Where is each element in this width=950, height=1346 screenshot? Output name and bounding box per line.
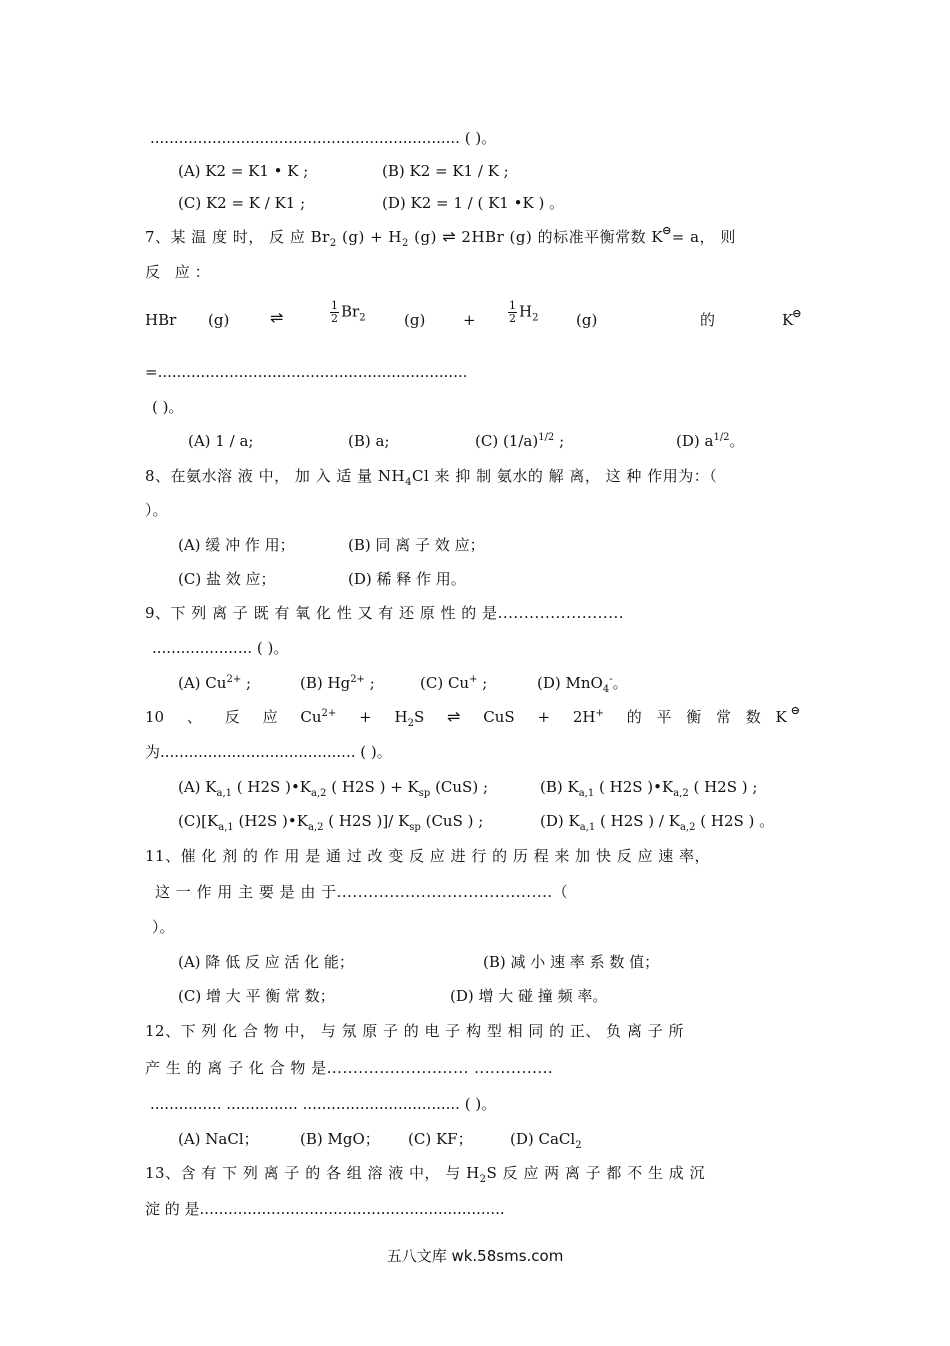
standard-state-icon: ⊖ (662, 224, 672, 237)
q6-option-d: (D) K2 = 1 / ( K1 •K ) 。 (382, 194, 565, 212)
q11-option-b: (B) 减 小 速 率 系 数 值； (483, 953, 660, 971)
q7-stem-line2: 反 应： (145, 263, 215, 281)
q7-option-c: (C) $(1/a)^{1/2}$ ; (475, 432, 565, 450)
footer-watermark: 五八文库 wk.58sms.com (386, 1247, 564, 1265)
q7-option-a: (A) 1 / a; (188, 432, 254, 450)
q11-stem-line2: 这 一 作 用 主 要 是 由 于.........................................（ (155, 883, 569, 901)
q11-option-c: (C) 增 大 平 衡 常 数； (178, 987, 335, 1005)
q12-option-d: (D) CaCl$_2$ (510, 1130, 582, 1151)
q12-option-b: (B) MgO； (300, 1130, 380, 1148)
q10-option-c: $(C)[K_{a,1}$ (H2S )$•K_{a,2}$ ( H2S )]/ $K_{sp}$ (CuS ) ; (178, 812, 484, 833)
q13-stem-line1: 13、含 有 下 列 离 子 的 各 组 溶 液 中， 与 $H_2S$ 反 应 两 离 子 都 不 生 成 沉 (145, 1164, 705, 1185)
q10-option-d: (D) $K_{a,1}$ ( H2S ) / $K_{a,2}$ ( H2S ) 。 (540, 812, 775, 833)
q12-option-c: (C) KF； (408, 1130, 473, 1148)
fraction-half: $\frac{1}{2}$ (509, 299, 516, 325)
q9-option-d: (D) MnO$_4$-。 (537, 674, 628, 695)
q13-stem-line2: 淀 的 是................................................................ (145, 1200, 505, 1218)
q8-stem-line2: ）。 (145, 501, 168, 519)
q10-option-b: (B) $K_{a,1}$ ( H2S )$•K_{a,2}$ ( H2S ) ; (540, 778, 758, 799)
q6-option-c: (C) K2 = K / K1 ; (178, 194, 306, 212)
q10-option-a: (A) $K_{a,1}$ ( H2S )$•K_{a,2}$ ( H2S ) + $K_{sp}$ (CuS) ; (178, 778, 489, 799)
q9-option-c: (C) Cu+ ; (420, 674, 488, 692)
q7-eq-k: K⊖ (782, 307, 802, 329)
q7-stem-line1: 7、某 温 度 时， 反 应 $Br_2$ $(g) + H_2$ (g) ⇌ 2HBr (g) 的标准平衡常数 K⊖= a， 则 (145, 224, 736, 249)
q7-eq-hbr: HBr (145, 311, 177, 329)
q9-option-a: (A) $Cu^{2+}$ ; (178, 674, 252, 692)
q8-stem-line1: 8、在氨水溶 液 中， 加 入 适 量 $NH_4Cl$ 来 抑 制 氨水的 解 离， 这 种 作用为：（ (145, 467, 718, 488)
q7-eq-half-br2: $\frac{1}{2}$ $Br_2$ (331, 299, 366, 325)
q7-option-b: (B) a; (348, 432, 390, 450)
q9-stem-line2: ..................... ( )。 (152, 639, 289, 657)
q8-option-c: (C) 盐 效 应； (178, 570, 276, 588)
standard-state-icon: ⊖ (790, 704, 805, 717)
q11-stem-line3: ）。 (152, 918, 175, 936)
q9-stem-line1: 9、下 列 离 子 既 有 氧 化 性 又 有 还 原 性 的 是........................ (145, 604, 624, 622)
q11-option-a: (A) 降 低 反 应 活 化 能； (178, 953, 354, 971)
q12-stem-line1: 12、下 列 化 合 物 中， 与 氖 原 子 的 电 子 构 型 相 同 的 正、 负 离 子 所 (145, 1022, 684, 1040)
q7-dots: =................................................................. (145, 363, 468, 381)
equilibrium-arrow-icon: ⇌ (270, 308, 284, 327)
fraction-half: $\frac{1}{2}$ (331, 299, 338, 325)
q7-eq-de: 的 (700, 311, 716, 329)
q10-stem-line1: 10 、 反 应 $Cu^{2+}$ + $H_2S$ ⇌ CuS + 2H+ 的 平 衡 常 数 K⊖ (145, 704, 805, 729)
q12-stem-line3: ............... ............... ................................. ( )。 (150, 1095, 497, 1113)
q11-option-d: (D) 增 大 碰 撞 频 率。 (450, 987, 608, 1005)
q7-answer-blank: ( )。 (152, 398, 184, 416)
equilibrium-arrow-icon: ⇌ (442, 227, 457, 246)
q7-eq-arrow (270, 308, 283, 328)
q7-eq-plus: + (463, 311, 476, 329)
equilibrium-arrow-icon: ⇌ (447, 707, 461, 726)
q10-stem-line2: 为......................................... ( )。 (145, 743, 392, 761)
q6-option-b: (B) K2 = K1 / K ; (382, 162, 509, 180)
q8-option-d: (D) 稀 释 作 用。 (348, 570, 466, 588)
q6-option-a: (A) K2 = K1 • K ; (178, 162, 309, 180)
standard-state-icon: ⊖ (792, 307, 802, 320)
q7-eq-g2: (g) (404, 311, 426, 329)
q7-eq-half-h2: $\frac{1}{2}$ $H_2$ (509, 299, 539, 325)
q9-option-b: (B) $Hg^{2+}$ ; (300, 674, 375, 692)
q11-stem-line1: 11、催 化 剂 的 作 用 是 通 过 改 变 反 应 进 行 的 历 程 来 加 快 反 应 速 率， (145, 847, 711, 865)
q7-eq-g3: (g) (576, 311, 598, 329)
q12-stem-line2: 产 生 的 离 子 化 合 物 是........................... ............... (145, 1059, 554, 1077)
q7-eq-g1: (g) (208, 311, 230, 329)
q6-dots-answer: ................................................................. ( )。 (150, 129, 497, 147)
q12-option-a: (A) NaCl； (178, 1130, 259, 1148)
q7-option-d: (D) $a^{1/2}$。 (676, 432, 745, 450)
q8-option-a: (A) 缓 冲 作 用； (178, 536, 295, 554)
q8-option-b: (B) 同 离 子 效 应； (348, 536, 485, 554)
